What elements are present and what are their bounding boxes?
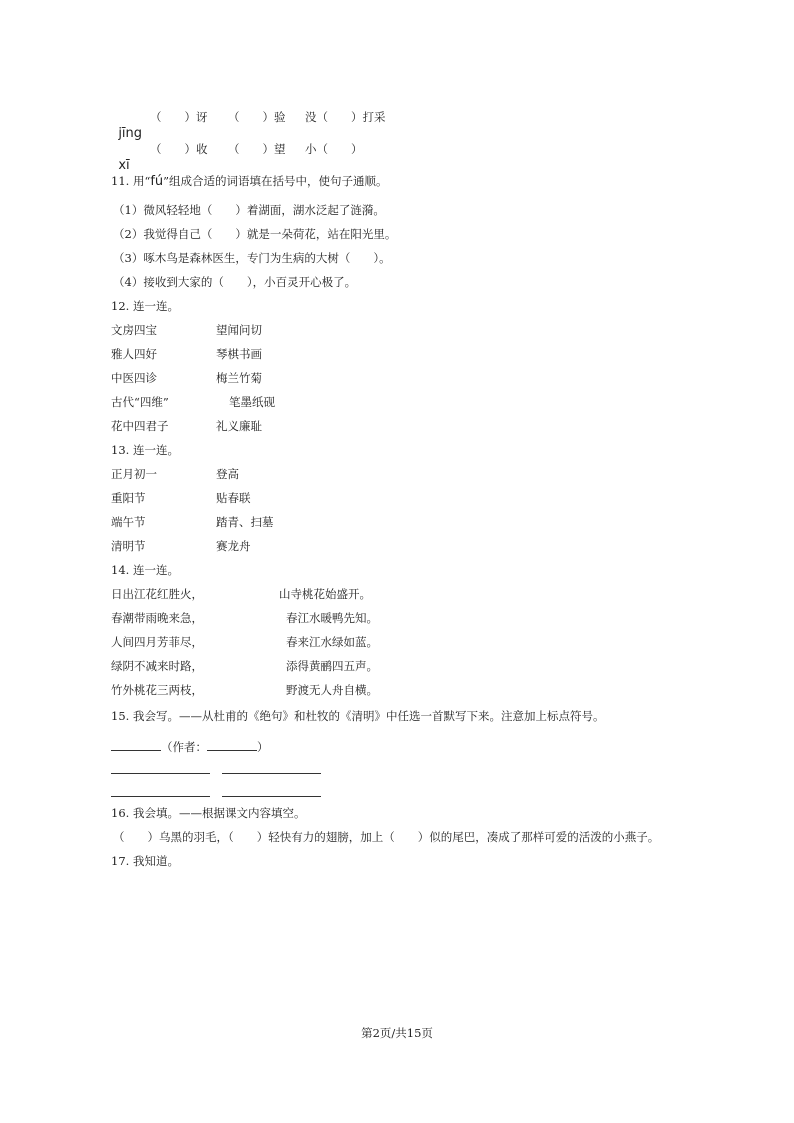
q14-left-3: 人间四月芳菲尽， [111,635,203,649]
q14-left-5: 竹外桃花三两枝， [111,683,203,697]
q14-left-2: 春潮带雨晚来急， [111,611,203,625]
page-footer: 第2页/共15页 [361,1026,433,1040]
q13-left-3: 端午节 [111,515,146,529]
q12-right-4: 笔墨纸砚 [229,395,275,409]
q13-right-3: 踏青、扫墓 [216,515,274,529]
pinyin-xi: xī [118,158,130,173]
pinyin-row-2-item-1: （ ）收 [150,142,208,156]
q11-title [111,173,388,190]
q14-right-4: 添得黄鹂四五声。 [286,659,378,673]
q14-left-4: 绿阴不减来时路， [111,659,203,673]
q12-left-2: 雅人四好 [111,347,157,361]
q12-left-5: 花中四君子 [111,419,169,433]
q11-item-2: （2）我觉得自己（ ）就是一朵荷花，站在阳光里。 [113,227,397,241]
q14-right-2: 春江水暖鸭先知。 [286,611,378,625]
q11-title-suffix: ”组成合适的词语填在括号中，使句子通顺。 [163,174,388,188]
q12-title: 12. 连一连。 [111,299,179,313]
q12-right-1: 望闻问切 [216,323,262,337]
pinyin-row-2 [111,141,130,174]
q12-right-3: 梅兰竹菊 [216,371,262,385]
q11-title-prefix: 11. 用“ [111,174,151,188]
q13-left-4: 清明节 [111,539,146,553]
poem-title-blank[interactable] [111,738,161,751]
q13-right-2: 贴春联 [216,491,251,505]
author-close: ） [257,740,269,754]
q12-right-5: 礼义廉耻 [216,419,262,433]
q11-title-pinyin: fú [150,174,164,189]
q15-title-row [111,738,269,755]
q13-right-4: 赛龙舟 [216,539,251,553]
q14-left-1: 日出江花红胜火， [111,587,203,601]
q11-item-4: （4）接收到大家的（ ），小百灵开心极了。 [113,275,357,289]
q14-right-1: 山寺桃花始盛开。 [279,587,371,601]
q16-text: （ ）乌黑的羽毛，（ ）轻快有力的翅膀，加上（ ）似的尾巴，凑成了那样可爱的活泼的小燕子。 [113,830,660,844]
q14-right-5: 野渡无人舟自横。 [286,683,378,697]
q12-right-2: 琴棋书画 [216,347,262,361]
author-blank[interactable] [207,738,257,751]
q12-left-4: 古代“四维” [111,395,169,409]
poem-line-2-right[interactable] [222,796,321,797]
pinyin-row-2-item-3: 小（ ） [305,142,363,156]
q14-right-3: 春来江水绿如蓝。 [286,635,378,649]
pinyin-jing: jīng [118,126,143,141]
poem-line-2-left[interactable] [111,796,210,797]
q17-title: 17. 我知道。 [111,854,179,868]
pinyin-row-1-item-1: （ ）讶 [150,110,208,124]
q12-left-1: 文房四宝 [111,323,157,337]
pinyin-row-1-item-3: 没（ ）打采 [305,110,386,124]
author-label: （作者： [161,740,207,754]
poem-line-1-left[interactable] [111,773,210,774]
q11-item-3: （3）啄木鸟是森林医生，专门为生病的大树（ ）。 [113,251,391,265]
q13-title: 13. 连一连。 [111,443,179,457]
q11-item-1: （1）微风轻轻地（ ）着湖面，湖水泛起了涟漪。 [113,203,385,217]
pinyin-row-1 [111,109,142,142]
q13-right-1: 登高 [216,467,239,481]
poem-line-1-right[interactable] [222,773,321,774]
q16-title: 16. 我会填。——根据课文内容填空。 [111,806,306,820]
q12-left-3: 中医四诊 [111,371,157,385]
q13-left-2: 重阳节 [111,491,146,505]
pinyin-row-2-item-2: （ ）望 [228,142,286,156]
q15-title: 15. 我会写。——从杜甫的《绝句》和杜牧的《清明》中任选一首默写下来。注意加上标点符号。 [111,709,605,723]
q14-title: 14. 连一连。 [111,563,179,577]
q13-left-1: 正月初一 [111,467,157,481]
pinyin-row-1-item-2: （ ）验 [228,110,286,124]
